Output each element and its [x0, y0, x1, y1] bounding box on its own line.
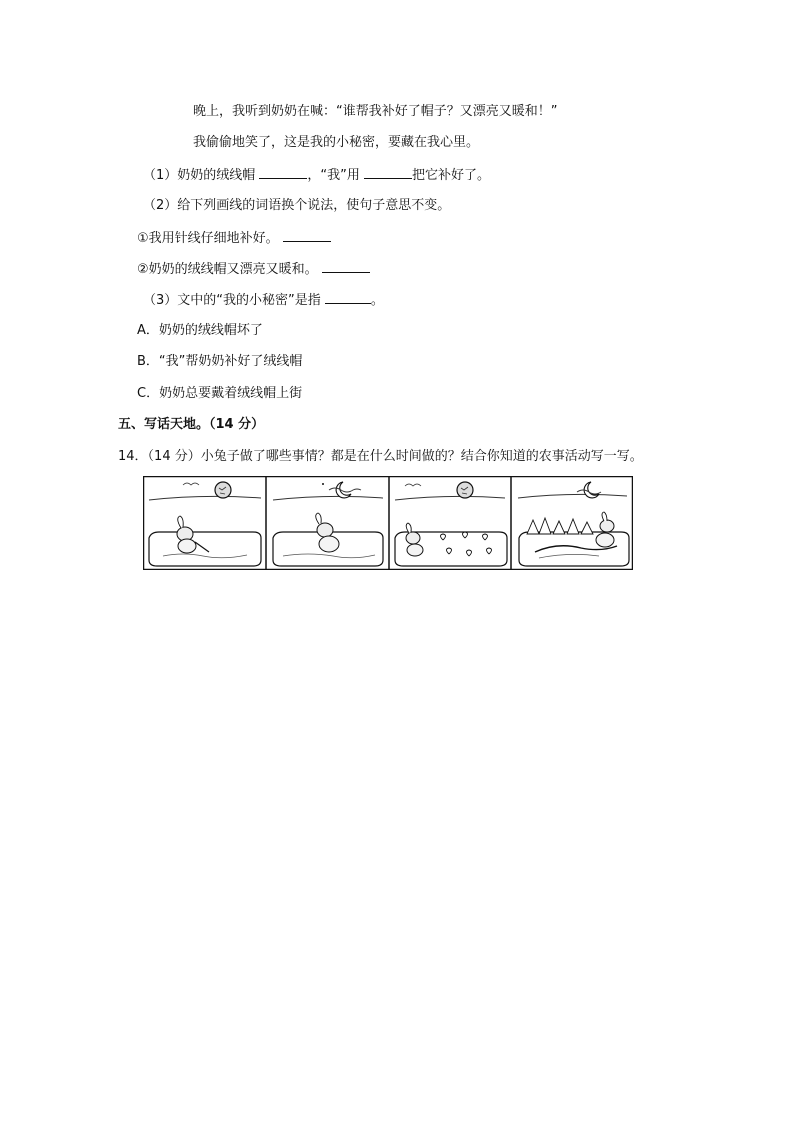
sun-icon	[457, 482, 473, 498]
picture-strip	[143, 476, 633, 570]
option-c[interactable]: C．奶奶总要戴着绒线帽上街	[137, 386, 303, 401]
answer-blank[interactable]	[283, 229, 331, 242]
question-1-text-b: ，“我”用	[307, 168, 360, 183]
question-3-prompt	[143, 291, 384, 310]
option-b[interactable]: B．“我”帮奶奶补好了绒线帽	[137, 354, 303, 369]
answer-blank[interactable]	[364, 166, 412, 179]
question-3-text-a: （3）文中的“我的小秘密”是指	[143, 293, 321, 308]
option-a[interactable]: A．奶奶的绒线帽坏了	[137, 323, 263, 338]
passage-line-1: 晚上，我听到奶奶在喊：“谁帮我补好了帽子？又漂亮又暖和！”	[193, 104, 558, 119]
section-5-heading: 五、写话天地。（14 分）	[118, 417, 265, 432]
question-2-item-1-text: ①我用针线仔细地补好。	[137, 231, 279, 246]
answer-blank[interactable]	[325, 291, 371, 304]
question-2-item-2-text: ②奶奶的绒线帽又漂亮又暖和。	[137, 262, 318, 277]
question-2-item-2	[137, 260, 370, 279]
question-3-text-b: 。	[370, 293, 384, 308]
passage-line-2: 我偷偷地笑了，这是我的小秘密，要藏在我心里。	[193, 135, 480, 150]
question-1	[143, 166, 490, 185]
sun-icon	[215, 482, 231, 498]
answer-blank[interactable]	[322, 260, 370, 273]
answer-blank[interactable]	[259, 166, 307, 179]
question-14: 14．（14 分）小兔子做了哪些事情？都是在什么时间做的？结合你知道的农事活动写一写。	[118, 449, 643, 464]
question-2-item-1	[137, 229, 331, 248]
question-1-text-a: （1）奶奶的绒线帽	[143, 168, 256, 183]
question-1-text-c: 把它补好了。	[412, 168, 491, 183]
question-2-prompt: （2）给下列画线的词语换个说法，使句子意思不变。	[143, 198, 451, 213]
